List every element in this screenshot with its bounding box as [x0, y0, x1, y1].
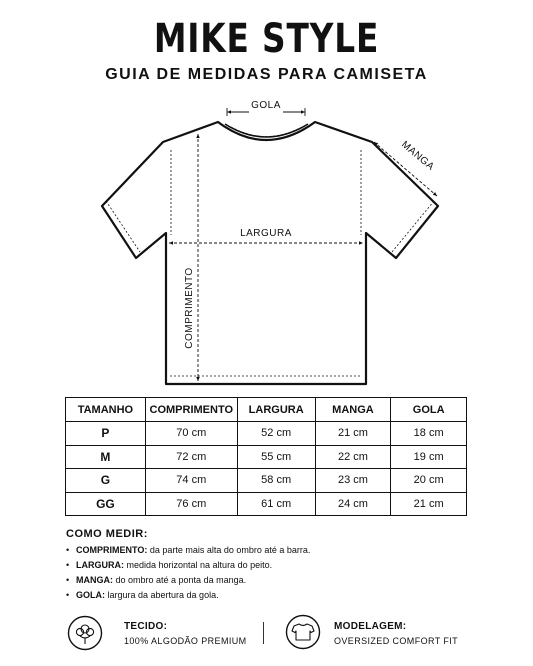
list-item: • LARGURA: medida horizontal na altura do peito.	[66, 560, 273, 570]
header-comprimento: COMPRIMENTO	[145, 398, 237, 422]
tshirt-outline	[102, 122, 438, 384]
list-item: • COMPRIMENTO: da parte mais alta do ombro até a barra.	[66, 545, 311, 555]
manga-cell: 23 cm	[315, 469, 391, 493]
fit-label: MODELAGEM:	[334, 621, 407, 632]
comprimento-cell: 72 cm	[145, 445, 237, 469]
fabric-value: 100% ALGODÃO PREMIUM	[124, 636, 247, 646]
size-cell: P	[66, 422, 146, 446]
header-largura: LARGURA	[237, 398, 315, 422]
table-row	[66, 469, 467, 493]
gola-cell: 20 cm	[391, 469, 467, 493]
term-manga: MANGA:	[76, 575, 113, 585]
largura-cell: 58 cm	[237, 469, 315, 493]
size-cell: G	[66, 469, 146, 493]
size-cell: GG	[66, 492, 146, 516]
size-cell: M	[66, 445, 146, 469]
term-comprimento: COMPRIMENTO:	[76, 545, 148, 555]
gola-cell: 21 cm	[391, 492, 467, 516]
largura-cell: 61 cm	[237, 492, 315, 516]
label-manga: MANGA	[399, 139, 437, 173]
term-largura: LARGURA:	[76, 560, 124, 570]
desc-manga: do ombro até a ponta da manga.	[113, 575, 247, 585]
largura-cell: 52 cm	[237, 422, 315, 446]
header-tamanho: TAMANHO	[66, 398, 146, 422]
page-subtitle: GUIA DE MEDIDAS PARA CAMISETA	[105, 66, 428, 83]
how-to-measure-list	[66, 543, 310, 603]
desc-largura: medida horizontal na altura do peito.	[124, 560, 273, 570]
manga-cell: 24 cm	[315, 492, 391, 516]
list-item: • GOLA: largura da abertura da gola.	[66, 590, 219, 600]
comprimento-cell: 76 cm	[145, 492, 237, 516]
header-gola: GOLA	[391, 398, 467, 422]
table-header-row	[66, 398, 467, 422]
size-table	[65, 397, 467, 516]
label-gola: GOLA	[251, 100, 281, 111]
fit-value: OVERSIZED COMFORT FIT	[334, 636, 459, 646]
info-divider	[263, 622, 264, 644]
term-gola: GOLA:	[76, 590, 105, 600]
tshirt-diagram	[0, 92, 533, 397]
largura-cell: 55 cm	[237, 445, 315, 469]
manga-cell: 22 cm	[315, 445, 391, 469]
gola-cell: 19 cm	[391, 445, 467, 469]
comprimento-cell: 70 cm	[145, 422, 237, 446]
desc-gola: largura da abertura da gola.	[105, 590, 219, 600]
label-largura: LARGURA	[240, 228, 292, 239]
table-row	[66, 445, 467, 469]
label-comprimento: COMPRIMENTO	[184, 267, 195, 349]
manga-cell: 21 cm	[315, 422, 391, 446]
fabric-label: TECIDO:	[124, 621, 168, 632]
how-to-measure-title: COMO MEDIR:	[66, 528, 148, 540]
gola-cell: 18 cm	[391, 422, 467, 446]
brand-title: MIKE STYLE	[153, 16, 380, 62]
comprimento-cell: 74 cm	[145, 469, 237, 493]
header-manga: MANGA	[315, 398, 391, 422]
table-row	[66, 422, 467, 446]
list-item: • MANGA: do ombro até a ponta da manga.	[66, 575, 247, 585]
tshirt-icon	[285, 614, 321, 655]
table-row	[66, 492, 467, 516]
desc-comprimento: da parte mais alta do ombro até a barra.	[147, 545, 311, 555]
cotton-flower-icon	[67, 615, 103, 656]
